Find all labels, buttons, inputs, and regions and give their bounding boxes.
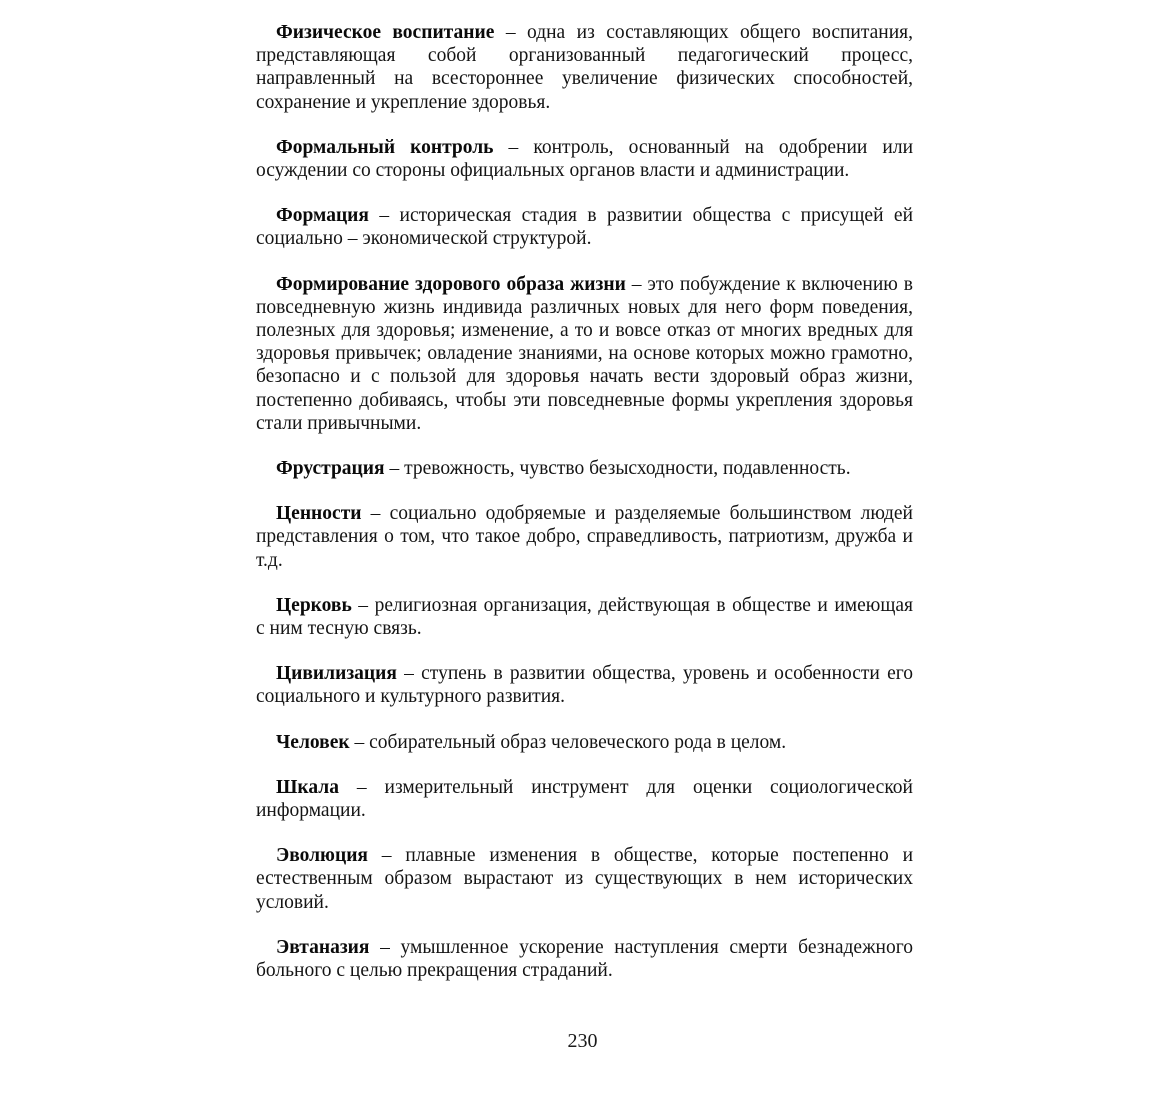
glossary-definition: собирательный образ человеческого рода в целом. xyxy=(369,731,787,753)
term-separator: – xyxy=(367,845,406,867)
glossary-entry xyxy=(256,844,913,914)
glossary-term: Формирование здорового образа жизни xyxy=(276,273,626,295)
term-separator: – xyxy=(338,776,385,798)
term-separator: – xyxy=(494,22,527,43)
glossary-definition: социально одобряемые и разделяемые большинством людей представления о том, что такое добро, справедливость, патриотизм, дружба и т.д. xyxy=(256,503,913,571)
glossary-term: Человек xyxy=(276,731,350,753)
glossary-definition: плавные изменения в обществе, которые постепенно и естественным образом вырастают из существующих в нем исторических условий. xyxy=(256,845,914,913)
term-separator: – xyxy=(351,594,375,616)
glossary-definition: умышленное ускорение наступления смерти безнадежного больного с целью прекращения страданий. xyxy=(256,936,914,982)
glossary-entry xyxy=(256,776,913,822)
glossary-term: Фрустрация xyxy=(276,458,385,480)
glossary-entry xyxy=(256,21,913,114)
glossary-definition: тревожность, чувство безысходности, подавленность. xyxy=(404,458,851,480)
glossary-entry xyxy=(256,136,913,182)
glossary-entry xyxy=(256,662,913,708)
term-separator: – xyxy=(368,205,400,227)
glossary-definition: ступень в развитии общества, уровень и особенности его социального и культурного развития. xyxy=(256,663,913,708)
glossary-term: Ценности xyxy=(276,503,362,525)
glossary-definition: религиозная организация, действующая в обществе и имеющая с ним тесную связь. xyxy=(256,594,914,640)
term-separator: – xyxy=(369,936,401,958)
term-separator: – xyxy=(384,458,405,480)
page-number: 230 xyxy=(567,1030,598,1052)
term-separator: – xyxy=(396,663,422,685)
glossary-entry xyxy=(256,502,913,572)
glossary-term: Шкала xyxy=(276,776,339,798)
glossary-definition: это побуждение к включению в повседневную жизнь индивида различных новых для него форм поведения, полезных для здоровья; изменение, а то и вовсе отказ от многих вредных для здоровья привычек; овладение знаниями, на основе которых можно грамотно, безопасно и с пользой для здоровья начать вести здоровый образ жизни, постепенно добиваясь, чтобы эти повседневные формы укрепления здоровья стали привычными. xyxy=(256,273,914,434)
glossary-term: Физическое воспитание xyxy=(276,22,495,43)
glossary-definition: контроль, основанный на одобрении или осуждении со стороны официальных органов власти и администрации. xyxy=(256,136,914,182)
glossary-entry xyxy=(256,457,913,480)
term-separator: – xyxy=(625,273,648,295)
glossary-term: Эволюция xyxy=(276,845,368,867)
glossary-entry xyxy=(256,731,913,754)
glossary-list xyxy=(256,21,913,1004)
term-separator: – xyxy=(361,503,390,525)
glossary-definition: измерительный инструмент для оценки социологической информации. xyxy=(256,776,913,822)
glossary-term: Церковь xyxy=(276,594,352,616)
glossary-term: Цивилизация xyxy=(276,663,397,685)
glossary-definition: одна из составляющих общего воспитания, представляющая собой организованный педагогический процесс, направленный на всестороннее увеличение физических способностей, сохранение и укрепление здоровья. xyxy=(256,22,914,113)
glossary-term: Формация xyxy=(276,205,369,227)
glossary-definition: историческая стадия в развитии общества с присущей ей социально – экономической структурой. xyxy=(256,205,913,250)
glossary-entry xyxy=(256,204,913,250)
glossary-entry xyxy=(256,936,913,982)
glossary-entry xyxy=(256,273,913,435)
term-separator: – xyxy=(493,136,534,158)
glossary-term: Эвтаназия xyxy=(276,936,370,958)
term-separator: – xyxy=(349,731,370,753)
glossary-entry xyxy=(256,594,913,640)
glossary-term: Формальный контроль xyxy=(276,136,494,158)
